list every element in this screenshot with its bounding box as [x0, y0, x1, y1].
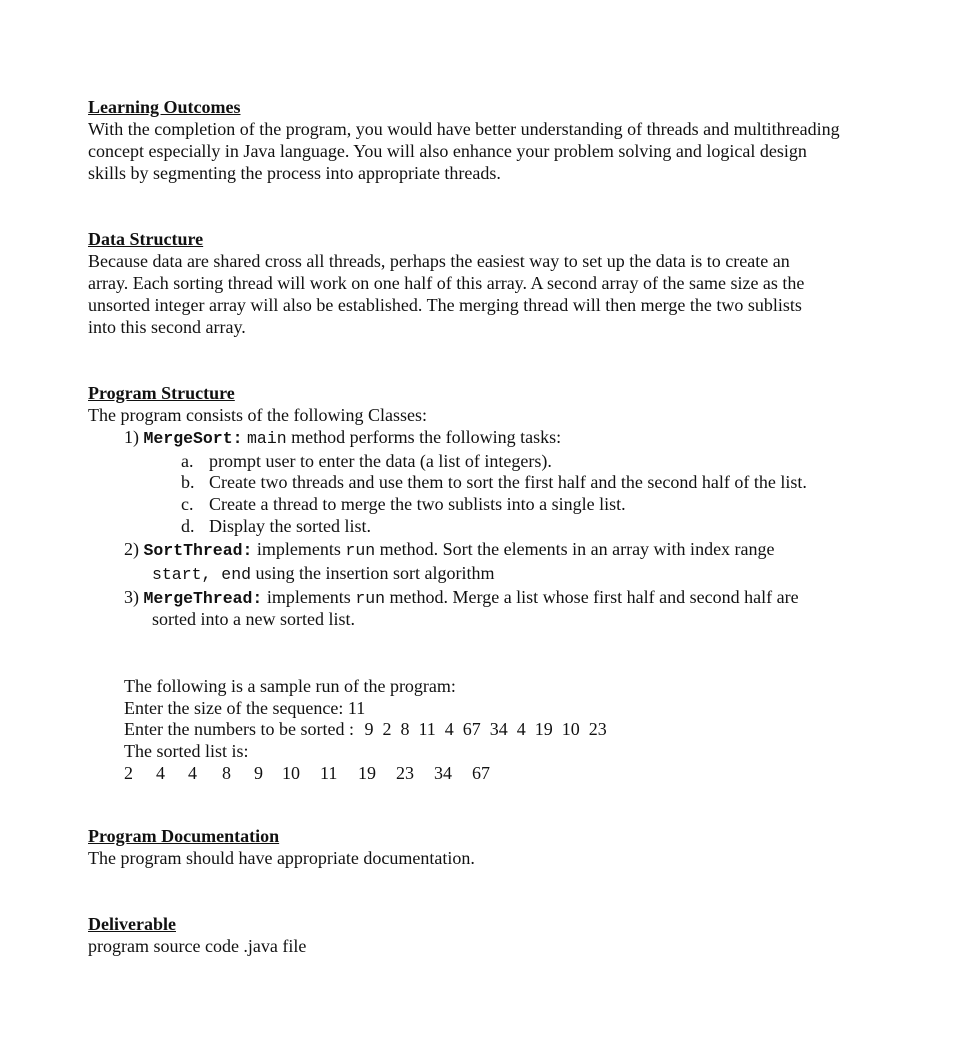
sorted-value: 19: [358, 763, 376, 783]
subitem-b: [181, 471, 807, 493]
item-pre-text: implements: [256, 539, 341, 559]
class-name-sortthread: SortThread:: [143, 541, 253, 560]
class-name-mergethread: MergeThread:: [143, 589, 263, 608]
method-name-run: run: [355, 589, 386, 608]
sorted-value: 2: [124, 763, 133, 783]
data-structure-line-3: unsorted integer array will also be established. The merging thread will then merge the two sublists: [88, 295, 802, 315]
deliverable-text: program source code .java file: [88, 936, 307, 956]
subitem-c: [181, 493, 626, 515]
sorted-value: 8: [222, 763, 231, 783]
sorted-list: [124, 762, 502, 784]
deliverable-heading: Deliverable: [88, 914, 176, 934]
method-name-main: main: [247, 429, 287, 448]
documentation-text: The program should have appropriate documentation.: [88, 848, 475, 868]
program-documentation-heading: Program Documentation: [88, 826, 280, 846]
class-name-mergesort: MergeSort:: [143, 429, 243, 448]
sorted-value: 11: [320, 763, 338, 783]
data-structure-heading: Data Structure: [88, 229, 204, 249]
program-structure-intro: The program consists of the following Classes:: [88, 405, 427, 425]
class-item-mergethread: [124, 586, 799, 610]
data-structure-line-4: into this second array.: [88, 317, 246, 337]
subitem-text: Create two threads and use them to sort the first half and the second half of the list.: [209, 472, 807, 492]
subitem-letter: b.: [181, 472, 195, 492]
subitem-d: [181, 515, 371, 537]
class-item-sortthread-cont: [152, 562, 495, 586]
subitem-text: Display the sorted list.: [209, 516, 371, 536]
sample-numbers-line: [124, 718, 607, 740]
item-text: method performs the following tasks:: [291, 427, 562, 447]
item-text-cont: using the insertion sort algorithm: [255, 563, 495, 583]
class-item-mergethread-cont: sorted into a new sorted list.: [152, 609, 355, 629]
subitem-text: prompt user to enter the data (a list of integers).: [209, 451, 552, 471]
sorted-value: 4: [188, 763, 197, 783]
learning-line-3: skills by segmenting the process into appropriate threads.: [88, 163, 501, 183]
sorted-label: The sorted list is:: [124, 741, 249, 761]
subitem-letter: a.: [181, 451, 194, 471]
data-structure-line-2: array. Each sorting thread will work on one half of this array. A second array of the same size as the: [88, 273, 805, 293]
numbers-prompt: Enter the numbers to be sorted :: [124, 719, 354, 739]
subitem-letter: c.: [181, 494, 194, 514]
class-item-sortthread: [124, 538, 775, 562]
subitem-text: Create a thread to merge the two sublists into a single list.: [209, 494, 626, 514]
size-prompt: Enter the size of the sequence:: [124, 698, 344, 718]
sorted-value: 10: [282, 763, 300, 783]
numbers-value: 9 2 8 11 4 67 34 4 19 10 23: [364, 719, 607, 739]
sorted-value: 9: [254, 763, 263, 783]
code-start-end: start, end: [152, 565, 252, 584]
sample-size-line: [124, 697, 365, 719]
item-number: 3): [124, 587, 139, 607]
data-structure-line-1: Because data are shared cross all threads, perhaps the easiest way to set up the data is to create an: [88, 251, 790, 271]
item-pre-text: implements: [266, 587, 351, 607]
sorted-value: 67: [472, 763, 490, 783]
sorted-value: 34: [434, 763, 452, 783]
sorted-value: 23: [396, 763, 414, 783]
item-number: 2): [124, 539, 139, 559]
subitem-a: [181, 450, 552, 472]
subitem-letter: d.: [181, 516, 195, 536]
learning-line-2: concept especially in Java language. You will also enhance your problem solving and logical design: [88, 141, 807, 161]
size-value: 11: [347, 698, 366, 718]
item-number: 1): [124, 427, 139, 447]
learning-outcomes-heading: Learning Outcomes: [88, 97, 241, 117]
item-text: method. Merge a list whose first half and second half are: [389, 587, 799, 607]
program-structure-heading: Program Structure: [88, 383, 235, 403]
learning-line-1: With the completion of the program, you would have better understanding of threads and multithreading: [88, 119, 840, 139]
method-name-run: run: [345, 541, 376, 560]
sorted-value: 4: [156, 763, 165, 783]
class-item-mergesort: [124, 426, 561, 450]
sample-intro: The following is a sample run of the program:: [124, 676, 456, 696]
item-text: method. Sort the elements in an array with index range: [379, 539, 775, 559]
